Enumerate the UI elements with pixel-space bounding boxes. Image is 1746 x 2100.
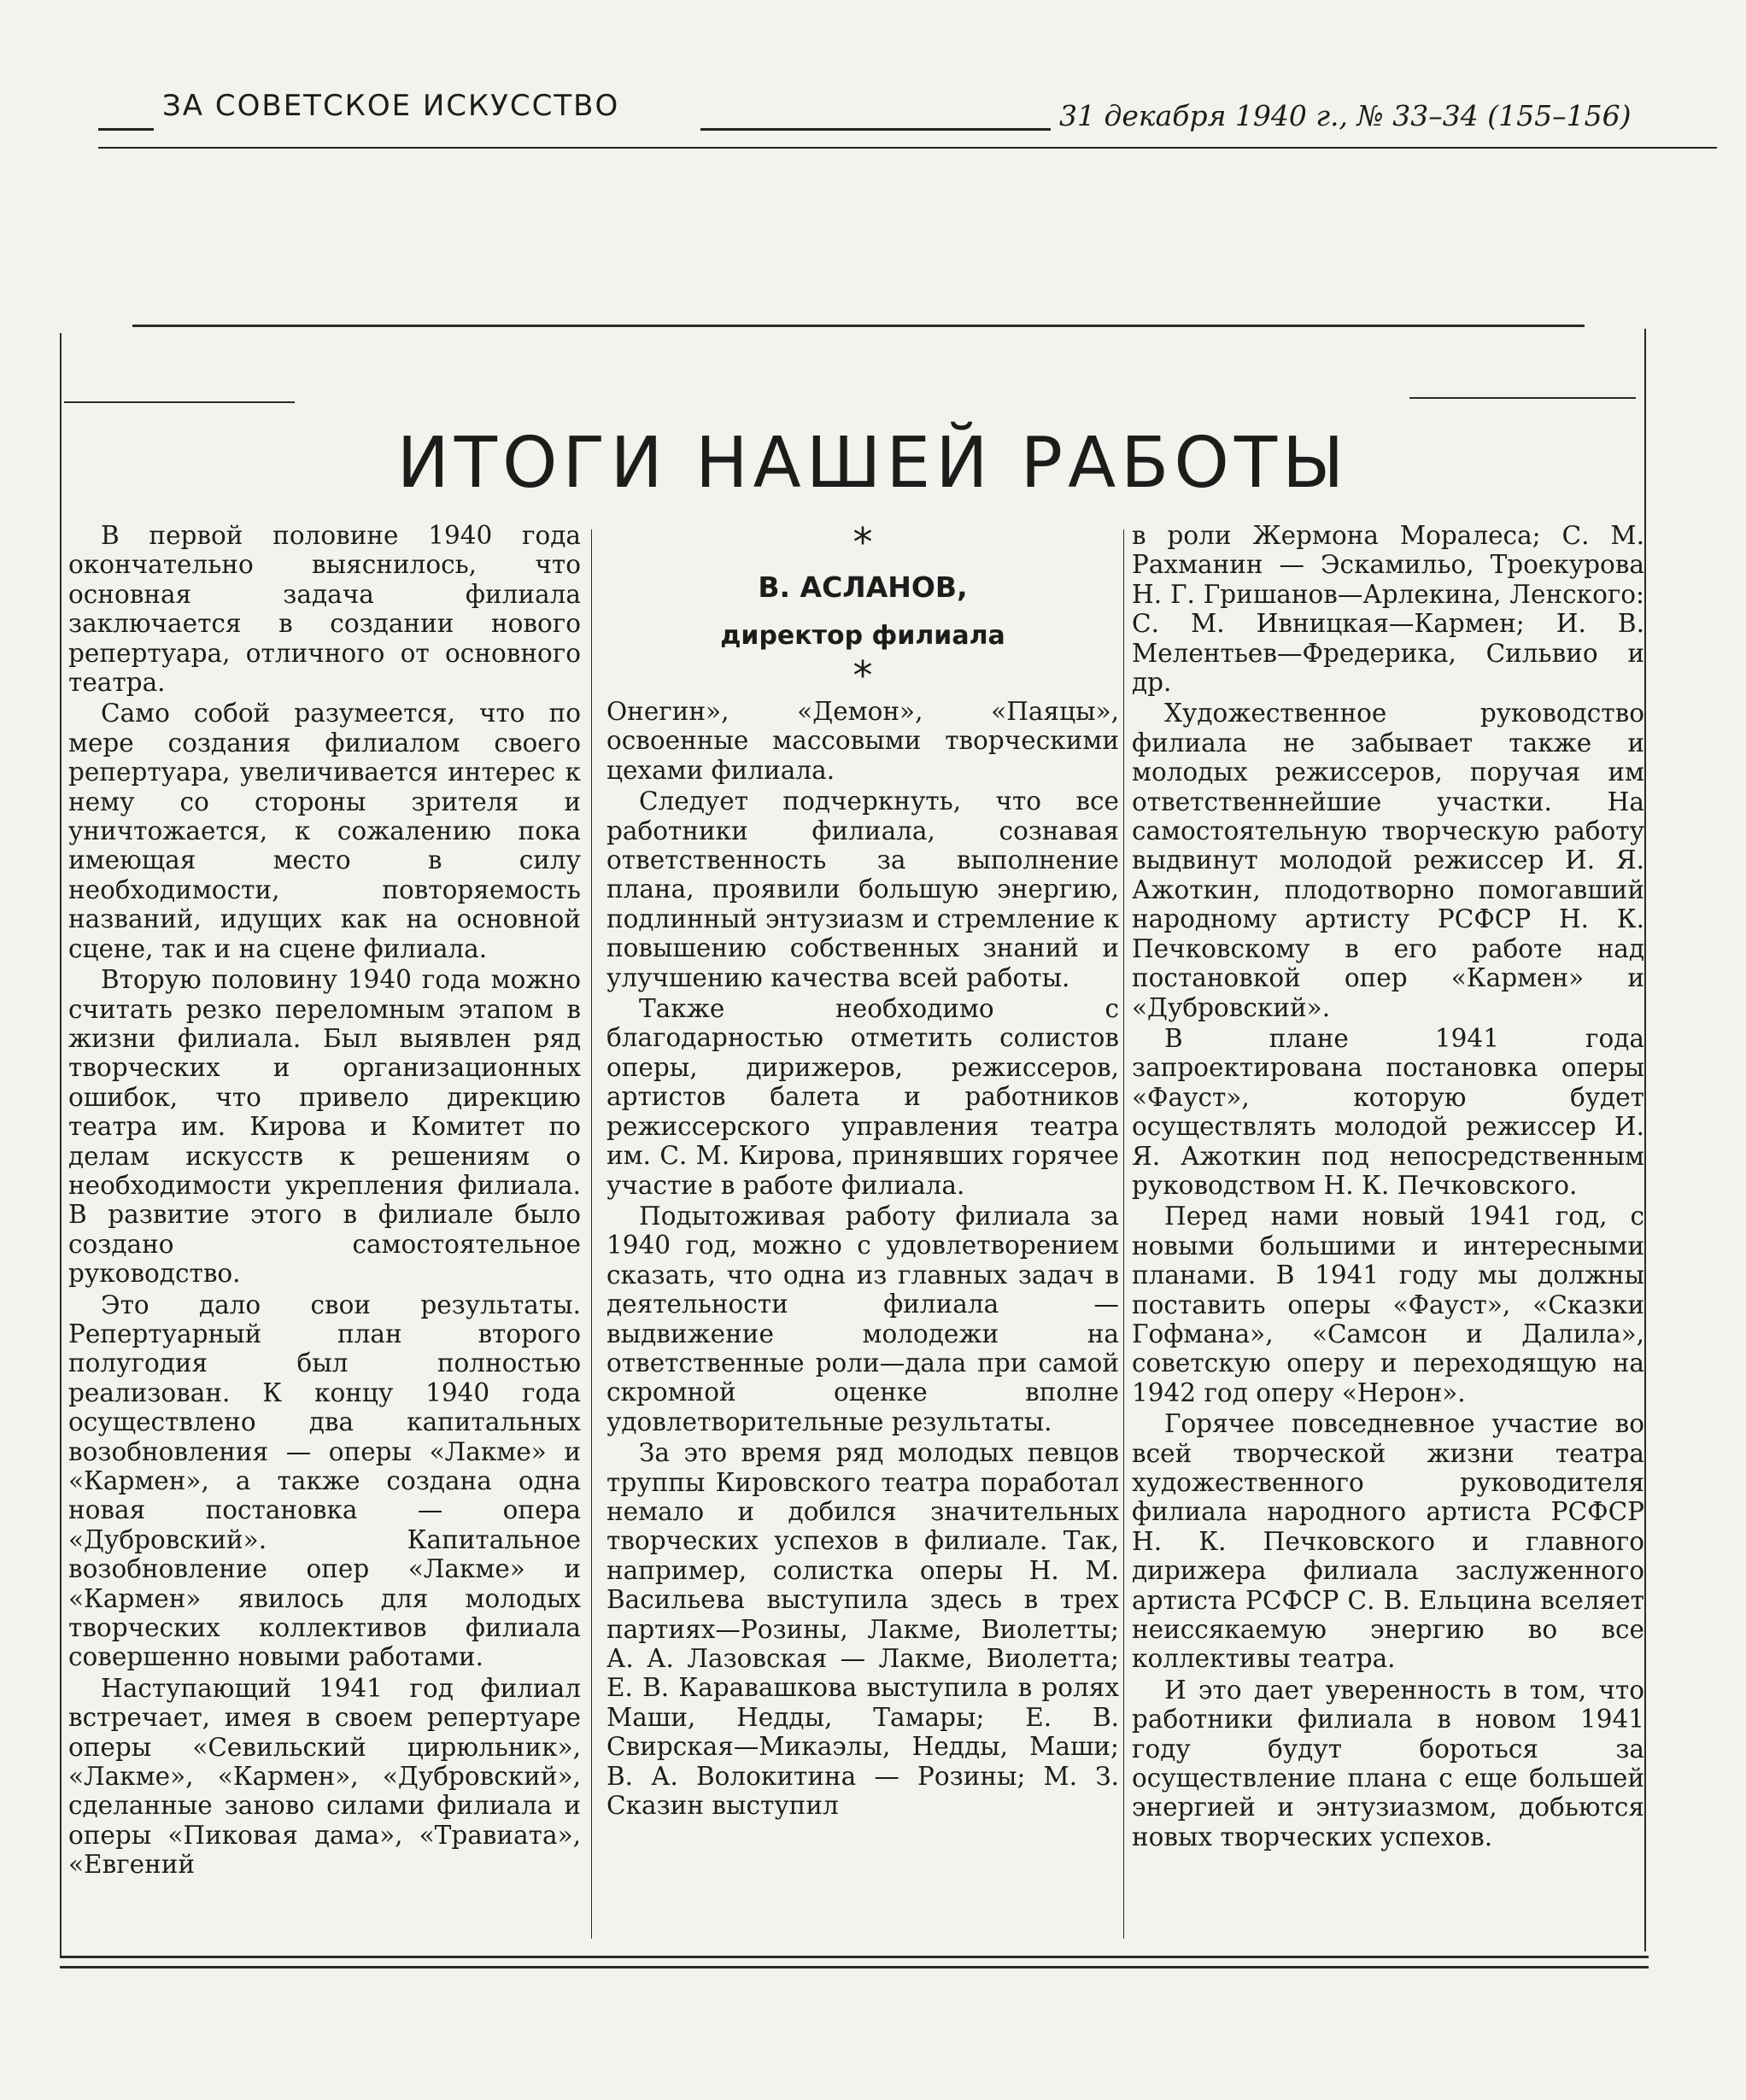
issue-date: 31 декабря 1940 г., № 33–34 (155–156) [1059,99,1632,132]
paragraph: Художественное руководство филиала не забывает также и молодых режиссеров, поручая им ответственнейшие участки. На самостоятельную творческую работу выдвинут молодой режиссер И. Я. Ажоткин, плодотворно помогавший народному артисту РСФСР Н. К. Печковскому в его работе над постановкой опер «Кармен» и «Дубровский». [1132,699,1644,1022]
byline [606,519,1119,699]
title-rule-left [64,401,295,403]
paragraph: И это дает уверенность в том, что работники филиала в новом 1941 году будут бороться за осуществление плана с еще большей энергией и энтузиазмом, добьются новых творческих успехов. [1132,1675,1644,1851]
article-title: ИТОГИ НАШЕЙ РАБОТЫ [396,423,1350,504]
paragraph: Также необходимо с благодарностью отметить солистов оперы, дирижеров, режиссеров, артистов балета и работников режиссерского управления театра им. С. М. Кирова, принявших горячее участие в работе филиала. [606,994,1119,1200]
paragraph: Перед нами новый 1941 год, с новыми большими и интересными планами. В 1941 году мы должны поставить оперы «Фауст», «Сказки Гофмана», «Самсон и Далила», советскую оперу и переходящую на 1942 год оперу «Нерон». [1132,1202,1644,1407]
bottom-rule-top [60,1956,1649,1958]
paragraph: в роли Жермона Моралеса; С. М. Рахманин — Эскамильо, Троекурова Н. Г. Гришанов—Арлекина, Ленского: С. М. Ивницкая—Кармен; И. В. Мелентьев—Фредерика, Сильвио и др. [1132,521,1644,698]
paragraph: За это время ряд молодых певцов труппы Кировского театра поработал немало и добился значительных творческих успехов в филиале. Так, например, солистка оперы Н. М. Васильева выступила здесь в трех партиях—Розины, Лакме, Виолетты; А. А. Лазовская — Лакме, Виолетта; Е. В. Каравашкова выступила в ролях Маши, Недды, Тамары; Е. В. Свирская—Микаэлы, Недды, Маши; В. А. Волокитина — Розины; М. З. Сказин выступил [606,1438,1119,1821]
star-ornament: * [852,652,873,699]
masthead-rule-middle [700,128,1051,131]
star-ornament: * [852,519,873,565]
frame-left-rule [60,333,62,1956]
masthead-underline [98,147,1717,149]
paragraph: Само собой разумеется, что по мере создания филиалом своего репертуара, увеличивается интерес к нему со стороны зрителя и уничтожается, к сожалению пока имеющая место в силу необходимости, повторяемость названий, идущих как на основной сцене, так и на сцене филиала. [68,699,581,963]
paragraph: В плане 1941 года запроектирована постановка оперы «Фауст», которую будет осуществлять молодой режиссер И. Я. Ажоткин под непосредственным руководством Н. К. Печковского. [1132,1023,1644,1200]
paragraph: В первой половине 1940 года окончательно выяснилось, что основная задача филиала заключается в создании нового репертуара, отличного от основного театра. [68,521,581,698]
column-divider-1 [591,529,592,1939]
frame-top-rule [132,325,1585,327]
bottom-rule-bottom [60,1966,1649,1968]
article-column-1 [68,521,581,1881]
paragraph: Онегин», «Демон», «Паяцы», освоенные массовыми творческими цехами филиала. [606,697,1119,785]
article-column-3 [1132,521,1644,1853]
paragraph: Следует подчеркнуть, что все работники филиала, сознавая ответственность за выполнение плана, проявили большую энергию, подлинный энтузиазм и стремление к повышению собственных знаний и улучшению качества всей работы. [606,787,1119,992]
newspaper-name: ЗА СОВЕТСКОЕ ИСКУССТВО [162,89,620,123]
author-name: В. АСЛАНОВ, [758,570,968,604]
paragraph: Это дало свои результаты. Репертуарный план второго полугодия был полностью реализован. К концу 1940 года осуществлено два капитальных возобновления — оперы «Лакме» и «Кармен», а также создана одна новая постановка — опера «Дубровский». Капитальное возобновление опер «Лакме» и «Кармен» явилось для молодых творческих коллективов филиала совершенно новыми работами. [68,1290,581,1672]
column-divider-2 [1123,529,1124,1939]
paragraph: Подытоживая работу филиала за 1940 год, можно с удовлетворением сказать, что одна из главных задач в деятельности филиала — выдвижение молодежи на ответственные роли—дала при самой скромной оценке вполне удовлетворительные результаты. [606,1201,1119,1436]
paragraph: Горячее повседневное участие во всей творческой жизни театра художественного руководителя филиала народного артиста РСФСР Н. К. Печковского и главного дирижера филиала заслуженного артиста РСФСР С. В. Ельцина вселяет неиссякаемую энергию во все коллективы театра. [1132,1409,1644,1674]
title-rule-right [1409,397,1636,399]
paragraph: Наступающий 1941 год филиал встречает, имея в своем репертуаре оперы «Севильский цирюльник», «Лакме», «Кармен», «Дубровский», сделанные заново силами филиала и оперы «Пиковая дама», «Травиата», «Евгений [68,1673,581,1880]
masthead-rule-left [98,128,154,131]
frame-right-rule [1644,329,1646,1951]
article-column-2 [606,521,1119,1822]
paragraph: Вторую половину 1940 года можно считать резко переломным этапом в жизни филиала. Был выявлен ряд творческих и организационных ошибок, что привело дирекцию театра им. Кирова и Комитет по делам искусств к решениям о необходимости укрепления филиала. В развитие этого в филиале было создано самостоятельное руководство. [68,965,581,1289]
author-position: директор филиала [720,621,1005,651]
